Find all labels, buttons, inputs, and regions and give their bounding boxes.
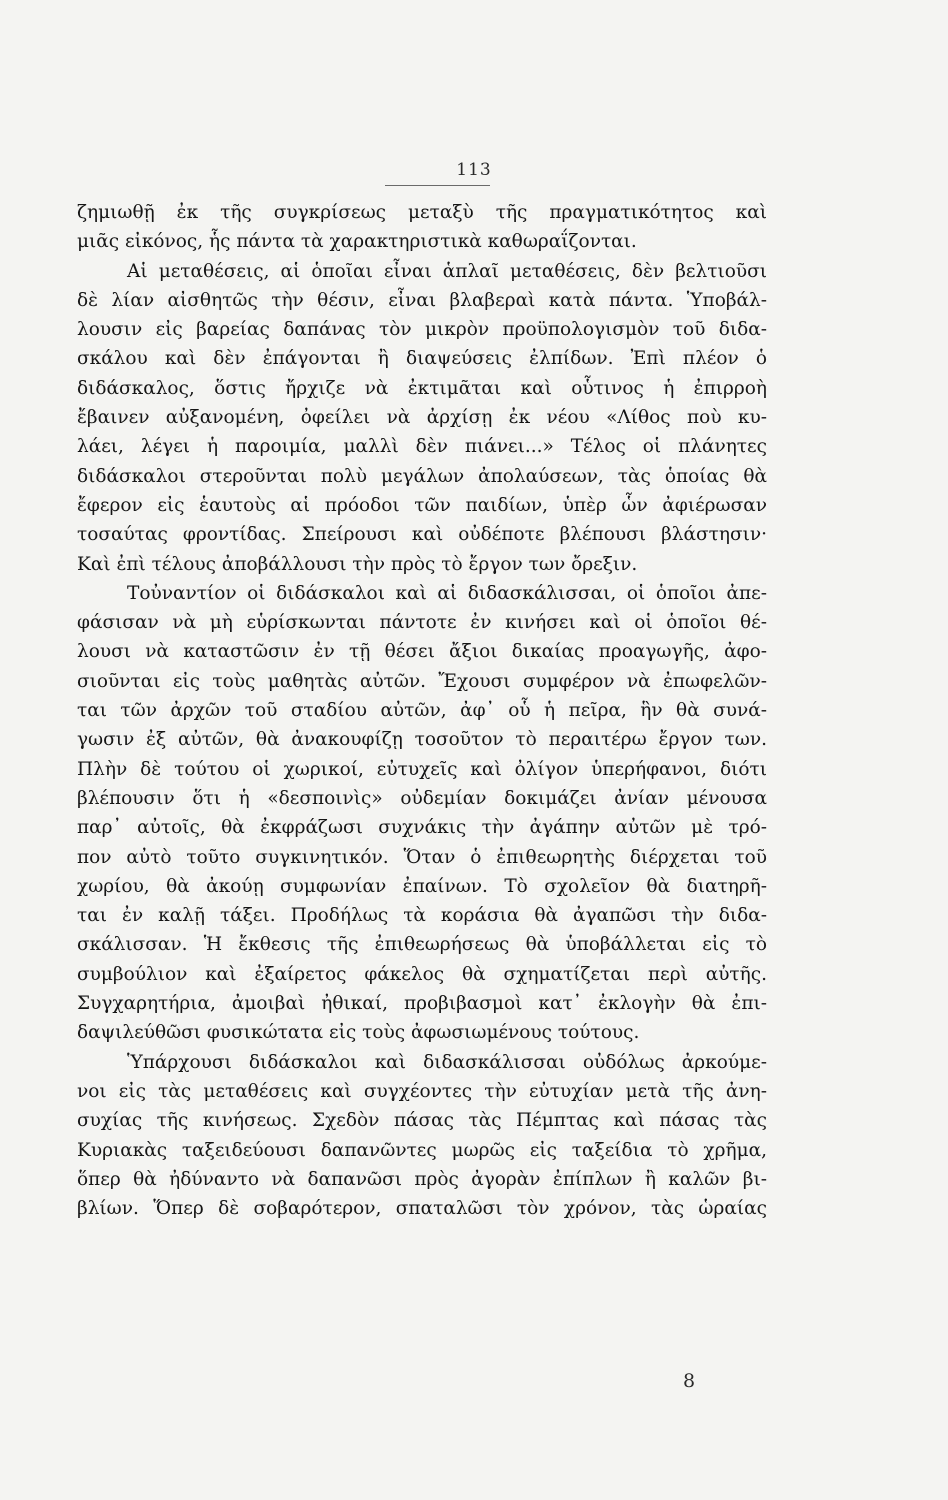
text-line: γωσιν ἐξ αὐτῶν, θὰ ἀνακουφίζῃ τοσοῦτον τὸ περαιτέρω ἔργον των.: [77, 729, 767, 751]
text-line: σκάλισσαν. Ἡ ἔκθεσις τῆς ἐπιθεωρήσεως θὰ ὑποβάλλεται εἰς τὸ: [77, 934, 767, 956]
text-line: Καὶ ἐπὶ τέλους ἀποβάλλουσι τὴν πρὸς τὸ ἔργον των ὄρεξιν.: [77, 553, 638, 575]
text-line: μιᾶς εἰκόνος, ἧς πάντα τὰ χαρακτηριστικὰ καθωραΐζονται.: [77, 231, 637, 253]
text-line: λουσι νὰ καταστῶσιν ἐν τῇ θέσει ἄξιοι δικαίας προαγωγῆς, ἀφο-: [77, 641, 767, 663]
text-line: παρ᾽ αὐτοῖς, θὰ ἐκφράζωσι συχνάκις τὴν ἀγάπην αὐτῶν μὲ τρό-: [77, 817, 767, 839]
text-line: Αἱ μεταθέσεις, αἱ ὁποῖαι εἶναι ἁπλαῖ μεταθέσεις, δὲν βελτιοῦσι: [127, 260, 767, 282]
text-line: λουσιν εἰς βαρείας δαπάνας τὸν μικρὸν προϋπολογισμὸν τοῦ διδα-: [77, 319, 767, 341]
body-text: [77, 198, 767, 1223]
text-line: λάει, λέγει ἡ παροιμία, μαλλὶ δὲν πιάνει...» Τέλος οἱ πλάνητες: [77, 436, 767, 458]
text-line: ζημιωθῇ ἐκ τῆς συγκρίσεως μεταξὺ τῆς πραγματικότητος καὶ: [77, 202, 767, 223]
text-line: διδάσκαλος, ὅστις ἤρχιζε νὰ ἐκτιμᾶται καὶ οὗτινος ἡ ἐπιρροὴ: [77, 377, 767, 399]
text-line: φάσισαν νὰ μὴ εὑρίσκωνται πάντοτε ἐν κινήσει καὶ οἱ ὁποῖοι θέ-: [77, 612, 767, 634]
text-line: νοι εἰς τὰς μεταθέσεις καὶ συγχέοντες τὴν εὐτυχίαν μετὰ τῆς ἀνη-: [77, 1080, 767, 1102]
signature-mark: 8: [683, 1370, 696, 1392]
header-rule: [385, 185, 490, 186]
text-line: ται τῶν ἀρχῶν τοῦ σταδίου αὐτῶν, ἀφ᾽ οὗ ἡ πεῖρα, ἣν θὰ συνά-: [77, 700, 767, 722]
text-line: δαψιλεύθῶσι φυσικώτατα εἰς τοὺς ἀφωσιωμένους τούτους.: [77, 1022, 640, 1044]
text-line: ὅπερ θὰ ἠδύναντο νὰ δαπανῶσι πρὸς ἀγορὰν ἐπίπλων ἢ καλῶν βι-: [77, 1168, 767, 1190]
text-line: δὲ λίαν αἰσθητῶς τὴν θέσιν, εἶναι βλαβεραὶ κατὰ πάντα. Ὑποβάλ-: [77, 289, 767, 311]
text-line: Τοὐναντίον οἱ διδάσκαλοι καὶ αἱ διδασκάλισσαι, οἱ ὁποῖοι ἀπε-: [127, 582, 767, 604]
text-line: διδάσκαλοι στεροῦνται πολὺ μεγάλων ἀπολαύσεων, τὰς ὁποίας θὰ: [77, 465, 767, 487]
text-line: βλίων. Ὅπερ δὲ σοβαρότερον, σπαταλῶσι τὸν χρόνον, τὰς ὡραίας: [77, 1198, 767, 1220]
text-line: πον αὐτὸ τοῦτο συγκινητικόν. Ὅταν ὁ ἐπιθεωρητὴς διέρχεται τοῦ: [77, 846, 767, 868]
text-line: Κυριακὰς ταξειδεύουσι δαπανῶντες μωρῶς εἰς ταξείδια τὸ χρῆμα,: [77, 1139, 767, 1161]
text-line: Πλὴν δὲ τούτου οἱ χωρικοί, εὐτυχεῖς καὶ ὀλίγον ὑπερήφανοι, διότι: [77, 758, 767, 780]
text-line: Ὑπάρχουσι διδάσκαλοι καὶ διδασκάλισσαι οὐδόλως ἀρκούμε-: [127, 1051, 767, 1073]
text-line: ἔβαινεν αὐξανομένη, ὀφείλει νὰ ἀρχίσῃ ἐκ νέου «Λίθος ποὺ κυ-: [77, 407, 767, 429]
text-line: τοσαύτας φροντίδας. Σπείρουσι καὶ οὐδέποτε βλέπουσι βλάστησιν·: [77, 524, 767, 546]
page-number: 113: [456, 160, 492, 180]
text-line: συχίας τῆς κινήσεως. Σχεδὸν πάσας τὰς Πέμπτας καὶ πάσας τὰς: [77, 1110, 767, 1132]
text-line: σκάλου καὶ δὲν ἐπάγονται ἢ διαψεύσεις ἐλπίδων. Ἐπὶ πλέον ὁ: [77, 348, 767, 370]
text-line: ἔφερον εἰς ἑαυτοὺς αἱ πρόοδοι τῶν παιδίων, ὑπὲρ ὧν ἀφιέρωσαν: [77, 494, 767, 516]
text-line: σιοῦνται εἰς τοὺς μαθητὰς αὐτῶν. Ἔχουσι συμφέρον νὰ ἐπωφελῶν-: [77, 670, 767, 692]
text-line: βλέπουσιν ὅτι ἡ «δεσποινὶς» οὐδεμίαν δοκιμάζει ἀνίαν μένουσα: [77, 787, 767, 809]
text-line: Συγχαρητήρια, ἀμοιβαὶ ἠθικαί, προβιβασμοὶ κατ᾽ ἐκλογὴν θὰ ἐπι-: [77, 993, 767, 1015]
text-line: συμβούλιον καὶ ἐξαίρετος φάκελος θὰ σχηματίζεται περὶ αὐτῆς.: [77, 963, 767, 985]
text-line: ται ἐν καλῇ τάξει. Προδήλως τὰ κοράσια θὰ ἀγαπῶσι τὴν διδα-: [77, 905, 767, 927]
text-line: χωρίου, θὰ ἀκούῃ συμφωνίαν ἐπαίνων. Τὸ σχολεῖον θὰ διατηρῆ-: [77, 875, 767, 897]
